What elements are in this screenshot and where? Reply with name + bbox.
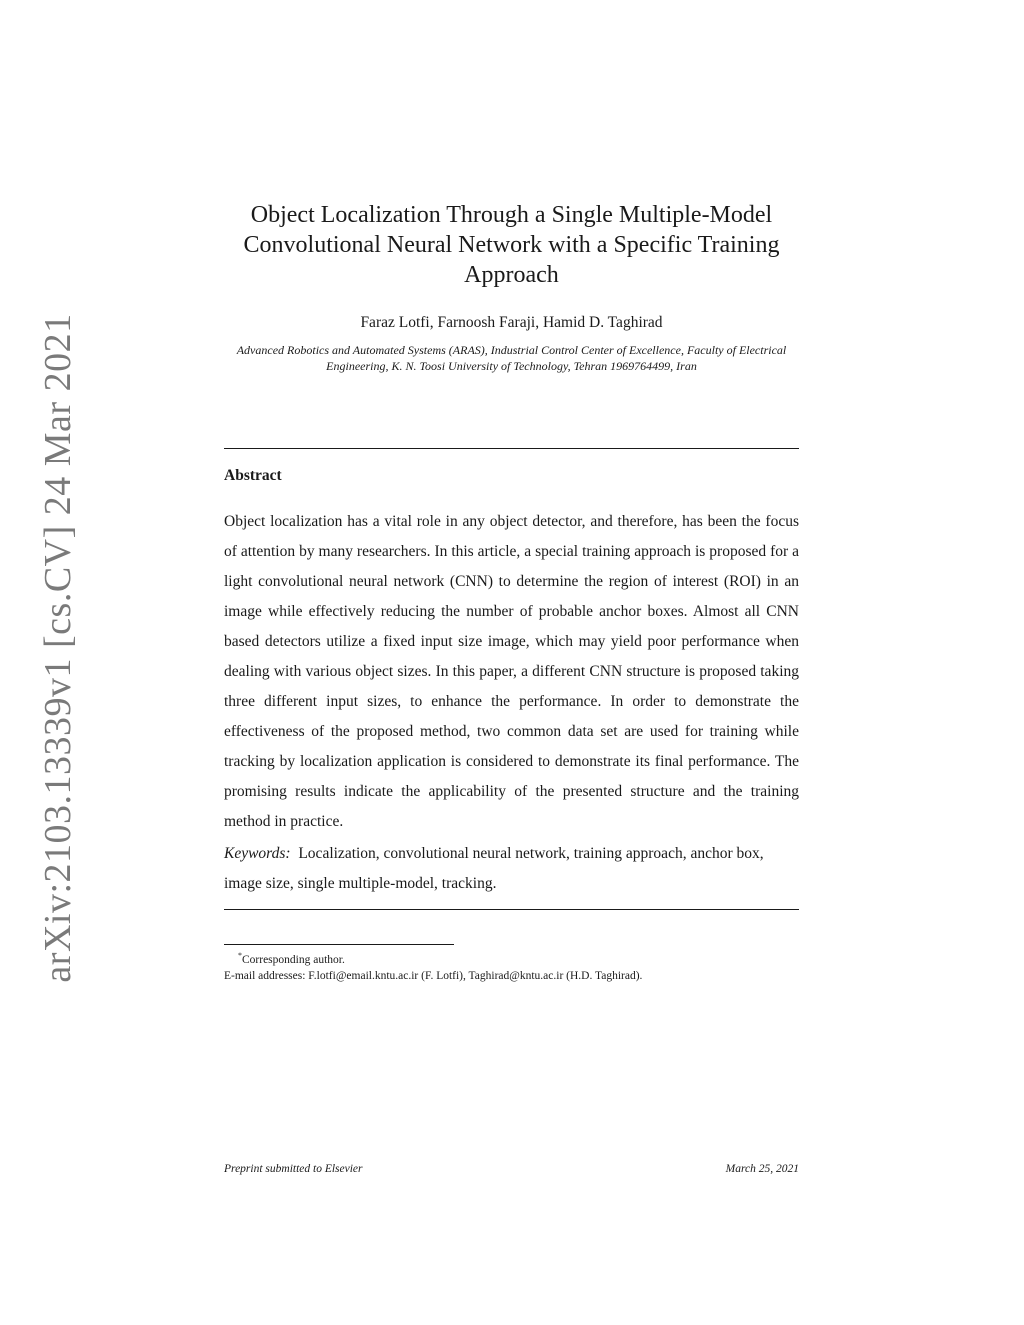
footer-date: March 25, 2021 <box>725 1163 799 1175</box>
keywords <box>224 839 799 899</box>
preprint-note: Preprint submitted to Elsevier <box>224 1163 363 1175</box>
corresponding-author-note <box>224 948 799 968</box>
keywords-label: Keywords: <box>224 845 291 862</box>
abstract-top-rule <box>224 448 799 449</box>
affiliation: Advanced Robotics and Automated Systems (ARAS), Industrial Control Center of Excellence, Faculty of Electrical Engineering, K. N. Toosi University of Technology, Tehran 1969764499, Iran <box>236 343 787 373</box>
author-list: Faraz Lotfi, Farnoosh Faraji, Hamid D. Taghirad <box>360 314 663 331</box>
keywords-text: Localization, convolutional neural network, training approach, anchor box, image size, single multiple-model, tracking. <box>224 845 764 892</box>
abstract-bottom-rule <box>224 909 799 910</box>
arxiv-identifier: arXiv:2103.13339v1 [cs.CV] 24 Mar 2021 <box>37 313 79 983</box>
footnotes <box>224 948 799 984</box>
footnote-mark: * <box>238 951 242 960</box>
abstract-heading: Abstract <box>224 467 282 484</box>
footnote-rule <box>224 944 454 945</box>
abstract-text: Object localization has a vital role in any object detector, and therefore, has been the focus of attention by many researchers. In this article, a special training approach is proposed for a light convolutional neural network (CNN) to determine the region of interest (ROI) in an image while effectively reducing the number of probable anchor boxes. Almost all CNN based detectors utilize a fixed input size image, which may yield poor performance when dealing with various object sizes. In this paper, a different CNN structure is proposed taking three different input sizes, to enhance the performance. In order to demonstrate the effectiveness of the proposed method, two common data set are used for training while tracking by localization application is considered to demonstrate its final performance. The promising results indicate the applicability of the presented structure and the training method in practice. <box>224 513 799 830</box>
email-addresses: E-mail addresses: F.lotfi@email.kntu.ac.ir (F. Lotfi), Taghirad@kntu.ac.ir (H.D. Taghirad). <box>224 969 643 982</box>
corresponding-author-text: Corresponding author. <box>242 953 345 966</box>
paper-front-page <box>224 200 799 984</box>
page-footer <box>224 1163 799 1175</box>
paper-title: Object Localization Through a Single Multiple-Model Convolutional Neural Network with a Specific Training Approach <box>243 202 780 288</box>
